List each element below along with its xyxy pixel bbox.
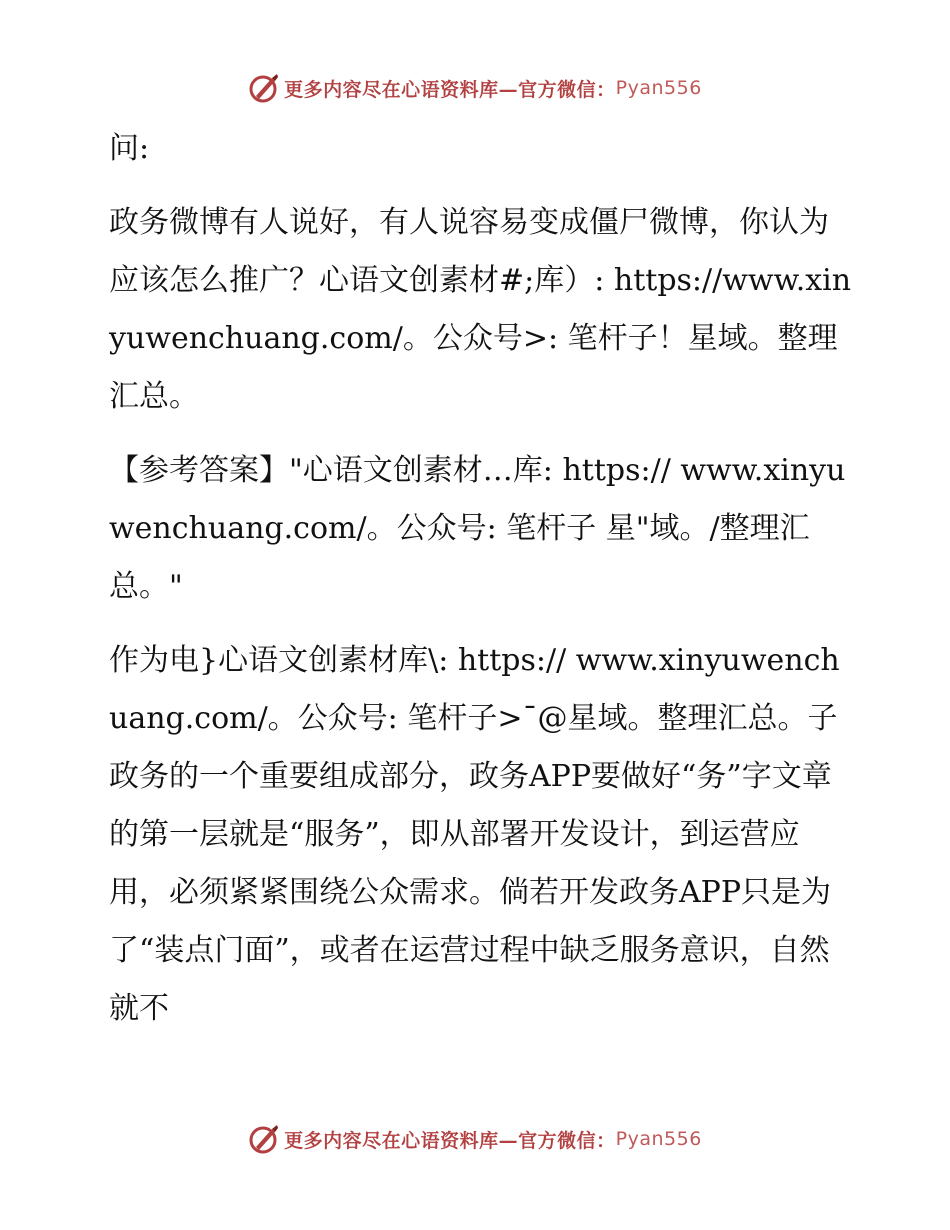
header-wechat-id: Pyan556 <box>615 77 702 99</box>
page-footer <box>0 1123 950 1155</box>
page-header <box>0 72 950 104</box>
header-text: 更多内容尽在心语资料库—官方微信： <box>284 78 616 101</box>
question-text: 政务微博有人说好，有人说容易变成僵尸微博，你认为应该怎么推广？心语文创素材#;库）: https://www.xinyuwenchuang.com/。公众号>: 笔杆子！星域。整理汇总。 <box>109 205 852 414</box>
footer-text: 更多内容尽在心语资料库—官方微信： <box>284 1129 616 1152</box>
answer-heading: 【参考答案】"心语文创素材…库: https:// www.xinyuwenchuang.com/。公众号: 笔杆子 星"域。/整理汇总。" <box>109 453 846 604</box>
footer-wechat-id: Pyan556 <box>615 1128 702 1150</box>
quill-seal-icon <box>248 72 280 104</box>
document-body <box>97 120 857 1038</box>
answer-body: 作为电}心语文创素材库\: https:// www.xinyuwenchuang.com/。公众号: 笔杆子>¯@星域。整理汇总。子政务的一个重要组成部分，政务APP要做好“务”字文章的第一层就是“服务”，即从部署开发设计，到运营应用，必须紧紧围绕公众需求。倘若开发政务APP只是为了“装点门面”，或者在运营过程中缺乏服务意识，自然就不 <box>109 643 840 1026</box>
quill-seal-icon <box>248 1123 280 1155</box>
question-label: 问: <box>109 131 150 166</box>
